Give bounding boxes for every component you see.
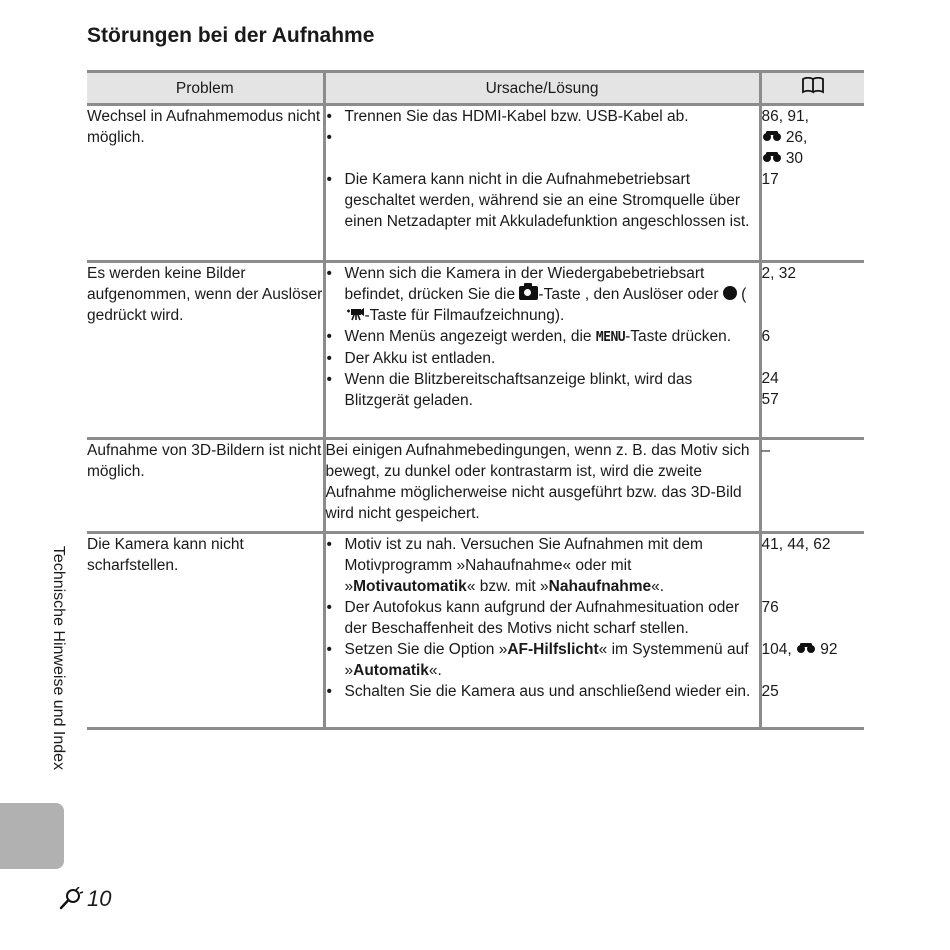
table-header-row	[87, 72, 864, 105]
table-row	[87, 262, 864, 439]
option-name: Nahaufnahme	[548, 578, 652, 595]
list-item	[326, 263, 759, 326]
reference-cell	[760, 533, 864, 729]
text-span: «.	[428, 662, 442, 679]
option-name: Motivautomatik	[353, 578, 467, 595]
table-row	[87, 533, 864, 729]
spacer	[762, 618, 865, 639]
camera-icon	[519, 286, 538, 300]
record-icon	[723, 286, 737, 300]
header-cause: Ursache/Lösung	[324, 72, 760, 105]
text-span: « im Systemmenü auf »	[344, 641, 749, 679]
list-item	[326, 326, 759, 348]
option-name: AF-Hilfslicht	[507, 641, 599, 658]
page-reference: 41, 44, 62	[761, 536, 831, 553]
page-reference: 26,	[785, 129, 808, 146]
reference-cell	[760, 105, 864, 262]
reference-cell: –	[760, 439, 864, 533]
page-number-value: 10	[87, 886, 112, 911]
page-reference: 2, 32	[761, 265, 796, 282]
troubleshooting-table	[87, 70, 864, 730]
page-reference: 92	[820, 641, 838, 658]
list-item: • Der Akku ist entladen.	[326, 348, 759, 369]
text-span: « bzw. mit »	[466, 578, 549, 595]
book-icon	[801, 77, 825, 94]
section-tab	[0, 803, 64, 869]
cause-cell	[324, 262, 760, 439]
cause-cell	[324, 533, 760, 729]
page-reference: 6	[761, 328, 771, 345]
text-span: Motiv ist zu nah. Versuchen Sie Aufnahmen mit dem Motivprogramm »Nahaufnahme« oder mit »	[344, 536, 703, 595]
page-reference: 30	[785, 150, 804, 167]
text-span: (	[736, 286, 747, 303]
wrench-icon	[58, 887, 84, 911]
list-item	[326, 639, 759, 681]
menu-button-label: MENU	[595, 330, 626, 345]
page-reference: 17	[761, 171, 779, 188]
spacer	[762, 347, 865, 368]
text-span: Wenn sich die Kamera in der Wiedergabebetriebsart befindet, drücken Sie die	[344, 265, 705, 303]
page-title: Störungen bei der Aufnahme	[87, 24, 375, 47]
page-reference: 86, 91,	[761, 108, 809, 125]
cause-cell	[324, 105, 760, 262]
list-item: • Trennen Sie das HDMI-Kabel bzw. USB-Kabel ab.	[326, 106, 759, 127]
page-reference: 25	[761, 683, 779, 700]
spacer	[326, 127, 759, 169]
problem-cell: Die Kamera kann nicht scharfstellen.	[87, 533, 324, 729]
list-item: • Wenn die Blitzbereitschaftsanzeige blinkt, wird das Blitzgerät geladen.	[326, 369, 759, 411]
binoculars-icon	[762, 129, 786, 146]
table-row	[87, 439, 864, 533]
list-item: • Der Autofokus kann aufgrund der Aufnahmesituation oder der Beschaffenheit des Motivs nicht scharf stellen.	[326, 597, 759, 639]
sidebar-section-label: Technische Hinweise und Index	[50, 545, 67, 771]
page-reference: 76	[761, 599, 779, 616]
list-item: • Die Kamera kann nicht in die Aufnahmebetriebsart geschaltet werden, während sie an eine Stromquelle über einen Netzadapter mit Akkuladefunktion angeschlossen ist.	[326, 169, 759, 232]
text-span: -Taste drücken.	[625, 328, 732, 345]
movie-camera-icon	[345, 307, 365, 324]
binoculars-icon	[762, 150, 786, 167]
text-span: «.	[651, 578, 665, 595]
problem-cell: Aufnahme von 3D-Bildern ist nicht möglich.	[87, 439, 324, 533]
reference-cell	[760, 262, 864, 439]
option-name: Automatik	[353, 662, 429, 679]
cause-cell: Bei einigen Aufnahmebedingungen, wenn z. B. das Motiv sich bewegt, zu dunkel oder kontrastarm ist, wird die zweite Aufnahme möglicherweise nicht ausgeführt bzw. das 3D-Bild wird nicht gespeichert.	[324, 439, 760, 533]
text-span: Setzen Sie die Option »	[344, 641, 508, 658]
header-reference	[760, 72, 864, 105]
problem-cell: Wechsel in Aufnahmemodus nicht möglich.	[87, 105, 324, 262]
header-problem: Problem	[87, 72, 324, 105]
spacer	[762, 284, 865, 326]
list-item	[326, 534, 759, 597]
text-span: -Taste für Filmaufzeichnung).	[364, 307, 565, 324]
page-reference: 24	[761, 370, 779, 387]
problem-cell: Es werden keine Bilder aufgenommen, wenn der Auslöser gedrückt wird.	[87, 262, 324, 439]
page-number	[58, 886, 111, 912]
page-reference: 57	[761, 391, 779, 408]
page-reference: 104,	[761, 641, 796, 658]
text-span: -Taste , den Auslöser oder	[538, 286, 723, 303]
list-item: • Schalten Sie die Kamera aus und anschließend wieder ein.	[326, 681, 759, 702]
table-row	[87, 105, 864, 262]
text-span: Wenn Menüs angezeigt werden, die	[344, 328, 596, 345]
binoculars-icon	[796, 641, 820, 658]
spacer	[762, 555, 865, 597]
spacer	[762, 660, 865, 681]
